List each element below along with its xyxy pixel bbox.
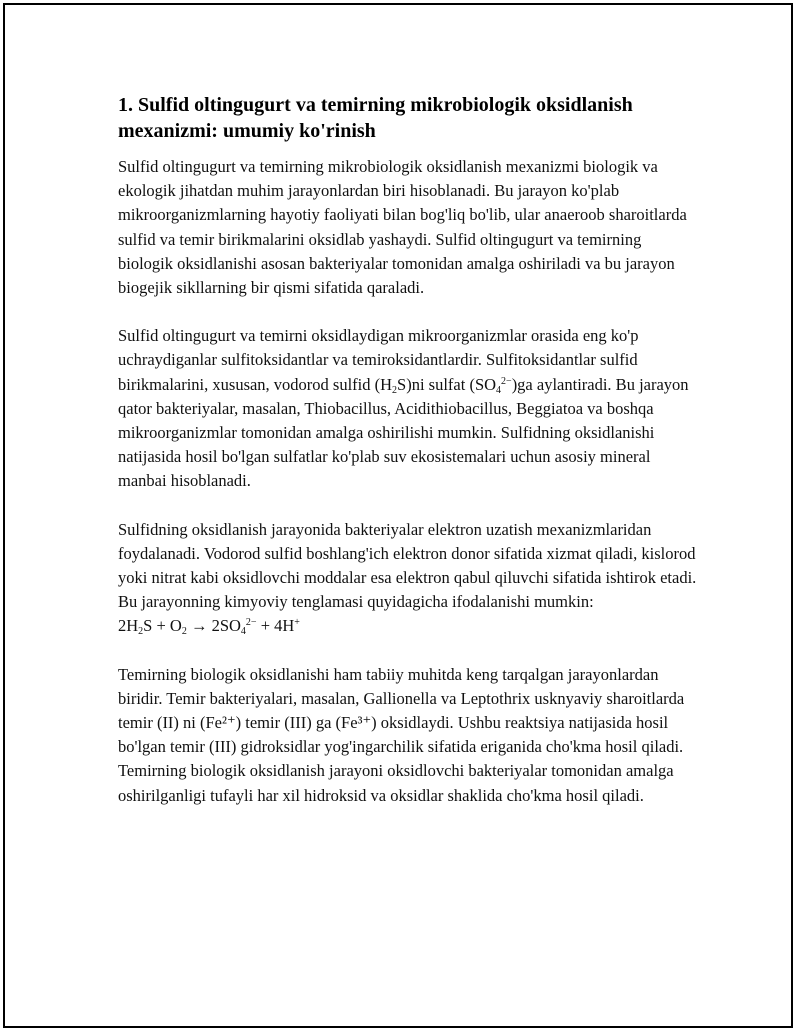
subscript: 2 [138,626,144,638]
equation-part: S + O [143,616,182,636]
paragraph-sulfide-oxidizers [118,324,698,493]
subscript: 2 [392,384,398,396]
section-heading: 1. Sulfid oltingugurt va temirning mikrobiologik oksidlanish mexanizmi: umumiy ko'rinish [118,94,633,142]
superscript: + [294,617,300,629]
superscript: 2− [501,375,512,387]
paragraph-electron-transfer [118,518,698,639]
equation-part: + 4H [256,616,295,636]
paragraph-text-c: )ga aylantiradi. Bu jarayon qator bakteriyalar, masalan, Thiobacillus, Acidithiobacillus, Beggiatoa va boshqa mikroorganizmlar tomonidan amalga oshirilishi mumkin. Sulfidning oksidlanishi natijasida hosil bo'lgan sulfatlar ko'plab suv ekosistemalari uchun asosiy mineral manbai hisoblanadi. [118,374,689,491]
equation-part: 2H [118,616,139,636]
document-body [118,92,698,832]
paragraph-text-b: S)ni sulfat (SO [397,374,497,394]
subscript: 4 [240,626,246,638]
subscript: 4 [496,384,502,396]
equation-part: → 2SO [186,616,241,636]
subscript: 2 [181,626,187,638]
paragraph-intro: Sulfid oltingugurt va temirning mikrobiologik oksidlanish mexanizmi biologik va ekologik jihatdan muhim jarayonlardan biri hisoblanadi. Bu jarayon ko'plab mikroorganizmlarning hayotiy faoliyati bilan bog'liq bo'lib, ular anaeroob sharoitlarda sulfid va temir birikmalarini oksidlab yashaydi. Sulfid oltingugurt va temirning biologik oksidlanishi asosan bakteriyalar tomonidan amalga oshiriladi va bu jarayon biogejik sikllarning bir qismi sifatida qaraladi. [118,157,687,298]
paragraph-iron-oxidation: Temirning biologik oksidlanishi ham tabiiy muhitda keng tarqalgan jarayonlardan biridir. Temir bakteriyalari, masalan, Gallionella va Leptothrix usknyaviy sharoitlarda temir (II) ni (Fe²⁺) temir (III) ga (Fe³⁺) oksidlaydi. Ushbu reaktsiya natijasida hosil bo'lgan temir (III) gidroksidlar yog'ingarchilik sifatida eriganida cho'kma hosil qiladi. Temirning biologik oksidlanish jarayoni oksidlovchi bakteriyalar tomonidan amalga oshirilganligi tufayli har xil hidroksid va oksidlar shaklida cho'kma hosil qiladi. [118,664,685,805]
superscript: 2− [245,617,257,629]
paragraph-text-a: Sulfid oltingugurt va temirni oksidlaydigan mikroorganizmlar orasida eng ko'p uchraydiganlar sulfitoksidantlar va temiroksidantlardir. Sulfitoksidantlar sulfid birikmalarini, xususan, vodorod sulfid (H [118,326,639,394]
chemical-equation [118,614,698,638]
paragraph-text: Sulfidning oksidlanish jarayonida bakteriyalar elektron uzatish mexanizmlaridan foydalanadi. Vodorod sulfid boshlang'ich elektron donor sifatida xizmat qiladi, kislorod yoki nitrat kabi oksidlovchi moddalar esa elektron qabul qiluvchi sifatida ishtirok etadi. Bu jarayonning kimyoviy tenglamasi quyidagicha ifodalanishi mumkin: [118,519,697,612]
